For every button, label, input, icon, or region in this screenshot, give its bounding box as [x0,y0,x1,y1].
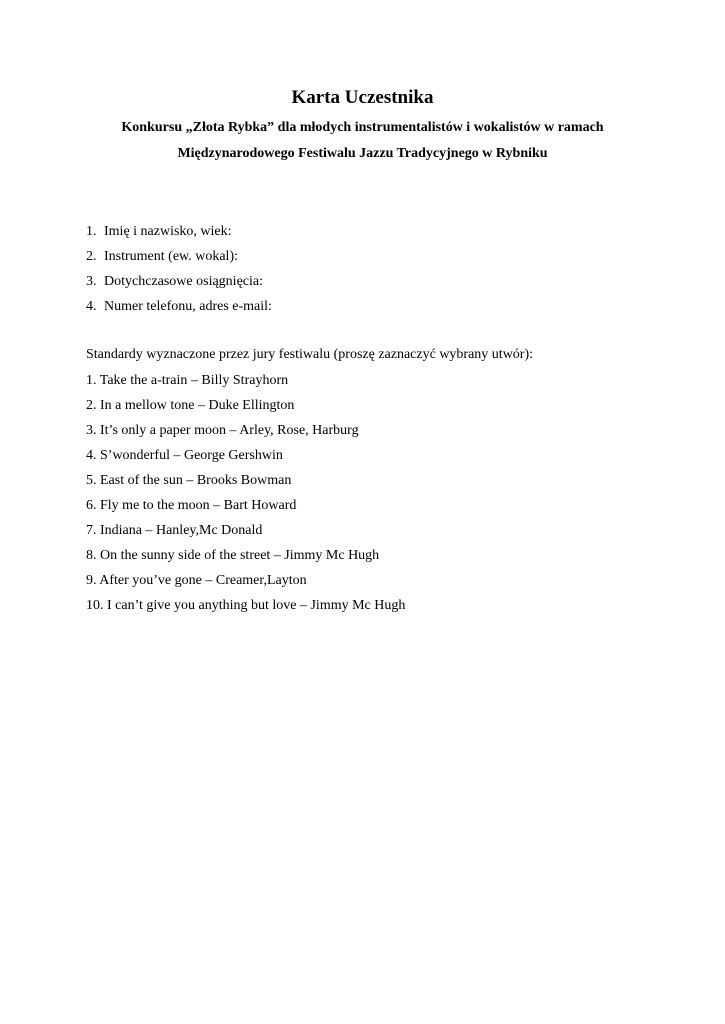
song-item: 4. S’wonderful – George Gershwin [86,448,283,463]
field-label: Instrument (ew. wokal): [104,249,238,264]
participant-fields-list [86,219,272,319]
field-item [86,294,272,319]
field-label: Imię i nazwisko, wiek: [104,224,232,239]
song-item: 2. In a mellow tone – Duke Ellington [86,398,295,413]
subtitle-line-2: Międzynarodowego Festiwalu Jazzu Tradycyjnego w Rybniku [177,146,548,161]
song-item: 10. I can’t give you anything but love – Jimmy Mc Hugh [86,598,406,613]
standards-intro: Standardy wyznaczone przez jury festiwalu (proszę zaznaczyć wybrany utwór): [86,347,534,362]
song-item: 7. Indiana – Hanley,Mc Donald [86,523,263,538]
page-title: Karta Uczestnika [291,87,434,108]
song-item: 9. After you’ve gone – Creamer,Layton [86,573,307,588]
field-number: 2. [86,249,97,264]
field-item [86,219,272,244]
field-number: 1. [86,224,97,239]
field-item [86,269,272,294]
field-label: Dotychczasowe osiągnięcia: [104,274,263,289]
field-number: 4. [86,299,97,314]
songs-list [86,368,405,618]
song-item: 6. Fly me to the moon – Bart Howard [86,498,297,513]
song-item: 1. Take the a-train – Billy Strayhorn [86,373,289,388]
field-item [86,244,272,269]
field-label: Numer telefonu, adres e-mail: [104,299,272,314]
subtitle-line-1: Konkursu „Złota Rybka” dla młodych instrumentalistów i wokalistów w ramach [121,120,604,135]
song-item: 5. East of the sun – Brooks Bowman [86,473,292,488]
song-item: 8. On the sunny side of the street – Jimmy Mc Hugh [86,548,380,563]
field-number: 3. [86,274,97,289]
song-item: 3. It’s only a paper moon – Arley, Rose, Harburg [86,423,359,438]
